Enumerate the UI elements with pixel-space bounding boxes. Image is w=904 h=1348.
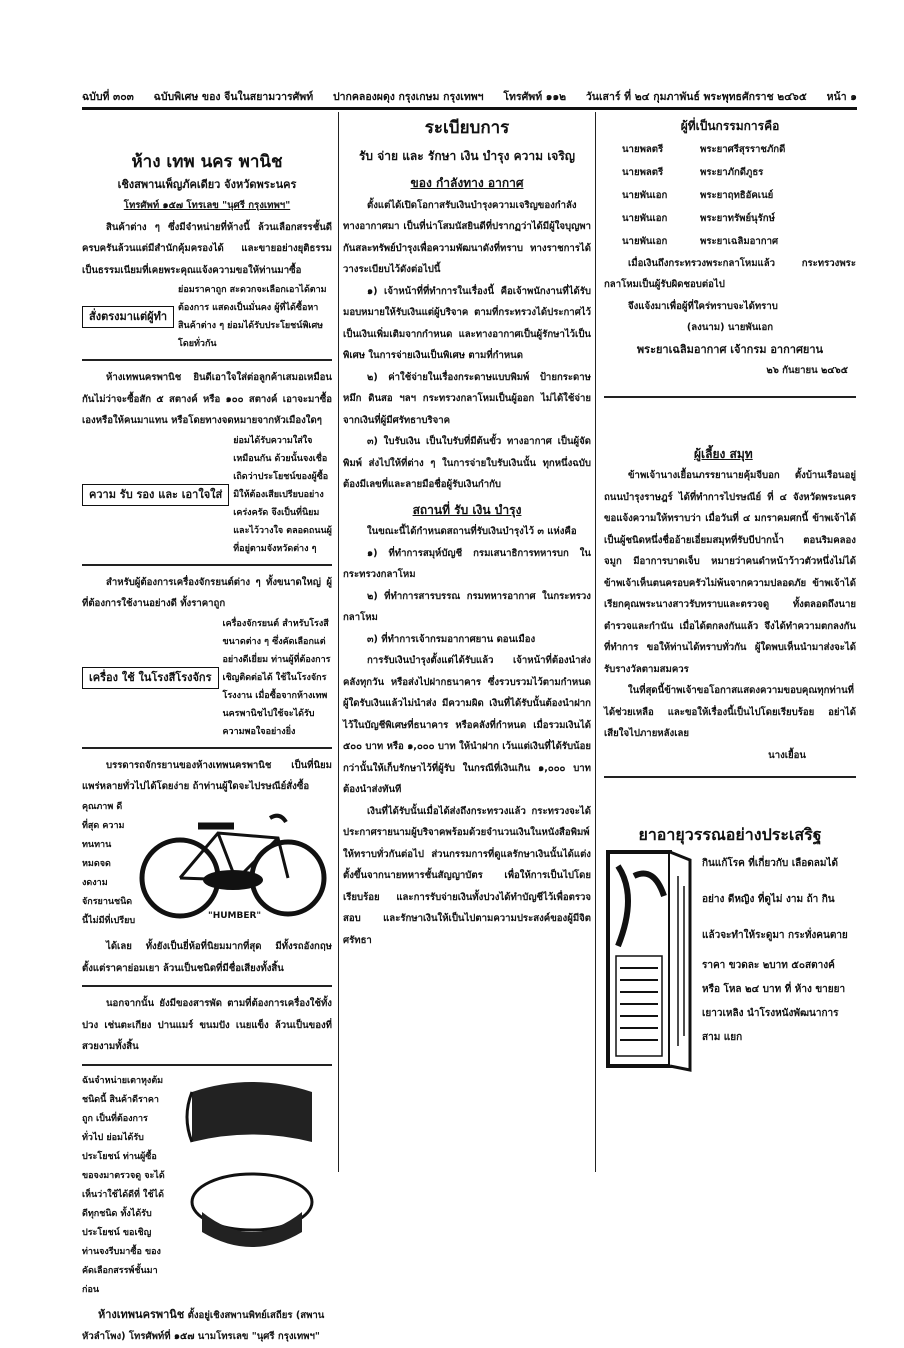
ad-line: แล้วจะทำให้ระดูมา กระทั่งคนตาย [702,929,848,941]
regulations-paragraph: การรับเงินบำรุงตั้งแต่ได้รับแล้ว เจ้าหน้าที่ต้องนำส่งคลังทุกวัน หรือส่งไปฝากธนาคาร ซึ่งรวบรวมไว้ตามกำหนด ผู้ใดรับเงินแล้วไม่นำส่ง มีความผิด เงินที่ได้รับนั้นต้องนำฝากไว้ในบัญชีพิเศษที่ธนาคาร หรือคลังที่กำหนด เมื่อรวมเงินได้ ๕๐๐ บาท หรือ ๑,๐๐๐ บาท ให้นำฝาก เว้นแต่เงินที่ได้รับน้อยกว่านั้นให้เก็บรักษาไว้ที่ผู้รับ ในกรณีที่เงินเกิน ๑,๐๐๐ บาท ต้องนำส่งทันที [343,655,591,795]
committee-notice-end: จึงแจ้งมาเพื่อผู้ที่ใคร่ทราบจะได้ทราบ [628,300,778,312]
divider [604,396,856,398]
boxed-slogan: เครื่อง ใช้ ในโรงสีโรงจักร [82,667,219,689]
ad-line: กินแก้โรค ที่เกี่ยวกับ เลือดลมได้ [702,857,839,869]
divider [82,564,332,566]
store-paragraph: ห้างเทพนครพานิช ยินดีเอาใจใส่ต่อลูกค้าเสมอเหมือนกันไม่ว่าจะซื้อสัก ๕ สตางค์ หรือ ๑๐๐ สตางค์ เอาจะมาซื้อเองหรือให้คนมาแทน หรือโดยทางจดหมายจากหัวเมืองใดๆ [82,372,332,426]
boxed-slogan: สั่งตรงมาแต่ผู้ทำ [82,306,174,328]
ad-line: สาม แยก [702,1031,743,1043]
regulation-item: ๒) ค่าใช้จ่ายในเรื่องกระดาษแบบพิมพ์ ป้ายกระดาษ หมึก ดินสอ ฯลฯ กระทรวงกลาโหมเป็นผู้ออก ไม่ได้ใช้จ่ายจากเงินที่ผู้มีศรัทธาบริจาค [343,371,591,426]
regulation-item: ๑) เจ้าหน้าที่ที่ทำการในเรื่องนี้ คือเจ้าพนักงานที่ได้รับมอบหมายให้รับเงินแต่ผู้บริจาค ตามที่กระทรวงได้ประกาศไว้ เป็นเงินเพิ่มเติมจากกำหนด และทางอากาศเป็นผู้รักษาไว้เป็นพิเศษ ในการจ่ายเงินเป็นพิเศษ ตามที่กำหนด [343,285,591,361]
member-rank: นายพลตรี [622,143,664,155]
issue-number: ฉบับที่ ๓๐๓ [82,91,134,103]
notice2-body: ในที่สุดนี้ข้าพเจ้าขอโอกาสแสดงความขอบคุณทุกท่านที่ได้ช่วยเหลือ และขอให้เรื่องนี้เป็นไปโดยเรียบร้อย อย่าได้เสียใจไปภายหลังเลย [604,685,856,739]
store-title: ห้าง เทพ นคร พานิช [131,152,283,172]
divider [604,776,856,778]
header-rule [82,107,857,110]
right-column [600,112,856,1172]
store-paragraph: ย่อมราคาถูก สะดวกจะเลือกเอาได้ตามต้องการ แสดงเป็นมั่นคง ผู้ที่ได้ซื้อหาสินค้าต่าง ๆ ย่อมได้รับประโยชน์พิเศษโดยทั่วกัน [178,285,327,349]
notice2-body: ข้าพเจ้านางเยื้อนภรรยานายคุ้มจีบอก ตั้งบ้านเรือนอยู่ถนนบำรุงราษฎร์ ได้ที่ทำการไปรษณีย์ ที่ ๔ จังหวัดพระนคร ขอแจ้งความให้ทราบว่า เมื่อวันที่ ๔ มกราคมศกนี้ ข้าพเจ้าได้เป็นผู้ชนิดหนึ่งชื่ออ้ายเอี่ยมสมุทที่รับบีปากน้ำ ตอนริมคลองจมูก มีอาการบาดเจ็บ หมายว่าคนดำหน้าว้าวตัวหนึ่งไม่ได้ ข้าพเจ้าเห็นตนครอบครัวไม่พ้นจากความปลอดภัย ข้าพเจ้าได้เรียกคุณพระนางสาวรับทราบและตรวจดู ทั้งตลอดถึงนายตำรวจและกำนัน เมื่อได้ตกลงกันแล้ว จึงได้ทำความตกลงกันที่ทำการ ขอให้ท่านได้ทราบทั่วกัน ผู้ใดพบเห็นนำมาส่งจะได้รับรางวัลตามสมควร [604,470,856,675]
store-address: เชิงสพานเพ็ญภัคเดียว จังหวัดพระนคร [117,177,297,191]
ad-line: อย่าง ดีหญิง ที่ดูไม่ งาม ถ้า กิน [702,893,835,905]
committee-heading: ผู้ที่เป็นกรรมการคือ [680,119,780,133]
member-name: พระยาภักดีภูธร [700,166,764,178]
bicycle-side-text: คุณภาพ ดีที่สุด ความทนทาน หมดจด งดงาม จักรยานชนิดนี้ไม่มีที่เปรียบ [82,801,136,926]
store-paragraph: สำหรับผู้ต้องการเครื่องจักรยนต์ต่าง ๆ ทั้งขนาดใหญ่ ผู้ที่ต้องการใช้งานอย่างดี ทั้งราคาถูก [82,576,332,609]
store-paragraph: นอกจากนั้น ยังมีของสารพัด ตามที่ต้องการเครื่องใช้ทั้งปวง เช่นตะเกียง ปานแมร์ ขนมปัง เนยแข็ง ล้วนเป็นของที่สวยงามทั้งสิ้น [82,998,332,1052]
committee-member [604,184,856,207]
committee-member [604,138,856,161]
notice2-heading: ผู้เลี้ยง สมุท [694,446,753,461]
divider [82,985,332,987]
bicycle-illustration [138,798,328,928]
regulations-subheading: ของ กำลังทาง อากาศ [410,176,524,190]
divider [82,747,332,749]
member-rank: นายพลตรี [622,166,664,178]
middle-column-regulations [338,112,596,1172]
member-name: พระยาเฉลิมอากาศ [700,235,779,247]
bicycle-brand: "HUMBER" [208,910,262,921]
office-address: ปากคลองผดุง กรุงเกษม กรุงเทพฯ [332,91,484,103]
medicine-ad-title: ยาอายุวรรณอย่างประเสริฐ [638,825,822,844]
store-paragraph: บรรดารถจักรยานของห้างเทพนครพานิช เป็นที่นิยมแพร่หลายทั่วไปได้โดยง่าย ถ้าท่านผู้ใดจะไปรษณีย์สั่งซื้อ [82,759,332,792]
ad-line: หรือ โหล ๒๔ บาท ที่ ห้าง ขายยา [702,983,846,995]
issue-date: วันเสาร์ ที่ ๒๔ กุมภาพันธ์ พระพุทธศักราช ๒๔๖๕ [585,91,807,103]
places-intro: ในขณะนี้ได้กำหนดสถานที่รับเงินบำรุงไว้ ๓ แห่งคือ [367,526,577,537]
boxed-slogan: ความ รับ รอง และ เอาใจใส่ [82,484,229,506]
store-paragraph: เครื่องจักรยนต์ สำหรับโรงสี ขนาดต่าง ๆ ซึ่งคัดเลือกแต่อย่างดีเยี่ยม ท่านผู้ที่ต้องการเชิญติดต่อได้ ใช้ในโรงจักร โรงงาน เมื่อซื้อจากห้างเทพนครพานิชไปใช้จะได้รับความพอใจอย่างยิ่ง [222,618,331,737]
section-heading-places: สถานที่ รับ เงิน บำรุง [412,502,522,517]
committee-member [604,230,856,253]
signer-name: พระยาเฉลิมอากาศ เจ้ากรม อากาศยาน [636,342,824,356]
medicine-box-illustration [604,846,696,1076]
store-paragraph: สินค้าต่าง ๆ ซึ่งมีจำหน่ายที่ห้างนี้ ล้วนเลือกสรรชั้นดีครบครันล้วนแต่มีสำนักคุ้มครองได้ และขายอย่างยุติธรรมเป็นธรรมเนียมที่เคยพระคุณแจ้งความขอให้ท่านมาซื้อ [82,221,332,276]
left-column-advertisement [82,112,332,1342]
ad-line: เยาวเหลิง นำโรงหนังพัฒนาการ [702,1007,839,1019]
regulations-intro: ตั้งแต่ได้เปิดโอกาสรับเงินบำรุงความเจริญของกำลังทางอากาศมา เป็นที่น่าโสมนัสยินดีที่ปรากฏว่าได้มีผู้ใจบุญพากันสละทรัพย์บำรุงเพื่อความพัฒนาดังที่ทราบ ทางราชการได้วางระเบียบไว้ดังต่อไปนี้ [343,199,591,275]
masthead-bar [82,88,857,104]
regulations-paragraph: เงินที่ได้รับนั้นเมื่อได้ส่งถึงกระทรวงแล้ว กระทรวงจะได้ประกาศรายนามผู้บริจาคพร้อมด้วยจำนวนเงินในหนังสือพิมพ์ ให้ทราบทั่วกันต่อไป ส่วนกรรมการที่ดูแลรักษาเงินนั้นได้แต่งตั้งขึ้นจากนายทหารชั้นสัญญาบัตร เพื่อให้การเป็นไปโดยเรียบร้อย และการรับจ่ายเงินทั้งปวงได้ทำบัญชีไว้เพื่อตรวจสอบ และรักษาเงินให้เป็นไปตามความประสงค์ของผู้มีจิตศรัทธา [343,805,591,946]
footer-address: ตั้งอยู่เชิงสพานพิทย์เสถียร (สพานหัวลำโพง) โทรศัพท์ที่ ๑๕๗ นามโทรเลข "นุศรี กรุงเทพฯ" [82,1309,325,1342]
member-name: พระยาทรัพย์นุรักษ์ [700,212,775,224]
signature-label: (ลงนาม) นายพันเอก [686,322,774,333]
divider [82,359,332,361]
store-paragraph: ย่อมได้รับความใส่ใจ เหมือนกัน ด้วยนั้นจงเชื่อเถิดว่าประโยชน์ของผู้ซื้อมิให้ต้องเสียเปรียบอย่างเคร่งครัด จึงเป็นที่นิยมและไว้วางใจ ตลอดถนนผู้ที่อยู่ตามจังหวัดต่าง ๆ [233,435,332,554]
member-name: พระยาฤทธิอัคเนย์ [700,189,774,201]
page-number: หน้า ๑ [826,91,857,103]
phone: โทรศัพท์ ๑๑๒ [503,91,567,103]
special-edition: ฉบับพิเศษ ของ จีนในสยามวารศัพท์ [153,91,314,103]
place-item: ๑) ที่ทำการสมุห์บัญชี กรมเสนาธิการทหารบก ใน กระทรวงกลาโหม [343,547,591,580]
regulations-title: ระเบียบการ [424,118,510,138]
notice-date: ๒๖ กันยายน ๒๔๖๕ [766,365,848,376]
place-item: ๓) ที่ทำการเจ้ากรมอากาศยาน ดอนเมือง [367,633,536,645]
committee-notice: เมื่อเงินถึงกระทรวงพระกลาโหมแล้ว กระทรวงพระกลาโหมเป็นผู้รับผิดชอบต่อไป [604,257,856,290]
notice2-signer: นางเยื้อน [768,749,806,761]
place-item: ๒) ที่ทำการสารบรรณ กรมทหารอากาศ ในกระทรวงกลาโหม [343,590,591,623]
store-phone: โทรศัพท์ ๑๕๗ โทรเลข "นุศรี กรุงเทพฯ" [123,200,291,211]
regulation-item: ๓) ใบรับเงิน เป็นใบรับที่มีต้นขั้ว ทางอากาศ เป็นผู้จัดพิมพ์ ส่งไปให้ที่ต่าง ๆ ในการจ่ายใบรับเงินนั้น ทุกหนึ่งฉบับต้องมีเลขที่และลายมือชื่อผู้รับเงินกำกับ [343,436,591,490]
divider [82,1064,332,1066]
member-rank: นายพันเอก [622,235,668,247]
ad-line: ราคา ขวดละ ๒บาท ๕๐สตางค์ [702,959,835,971]
member-rank: นายพันเอก [622,212,668,224]
member-name: พระยาศรีสุรราชภักดี [700,143,786,155]
stove-illustration [172,1072,332,1252]
stove-ad-text: ฉันจำหน่ายเตาหุงต้มชนิดนี้ สินค้าดีราคาถูก เป็นที่ต้องการทั่วไป ย่อมได้รับประโยชน์ ท่านผู้ซื้อ ขอจงมาตรวจดู จะได้เห็นว่าใช้ได้ดีที่ ใช้ได้ดีทุกชนิด ทั้งได้รับประโยชน์ ขอเชิญท่านจงรีบมาซื้อ ของคัดเลือกสรรพ์ชั้นมาก่อน [82,1075,165,1295]
footer-store-name: ห้างเทพนครพานิช [98,1307,185,1321]
store-paragraph: ได้เลย ทั้งยังเป็นยี่ห้อที่นิยมมากที่สุด มีทั้งรถอังกฤษ ตั้งแต่ราคาย่อมเยา ล้วนเป็นชนิดที่มีชื่อเสียงทั้งสิ้น [82,941,332,974]
regulations-subtitle: รับ จ่าย และ รักษา เงิน บำรุง ความ เจริญ [358,148,576,163]
committee-member [604,161,856,184]
member-rank: นายพันเอก [622,189,668,201]
committee-member [604,207,856,230]
